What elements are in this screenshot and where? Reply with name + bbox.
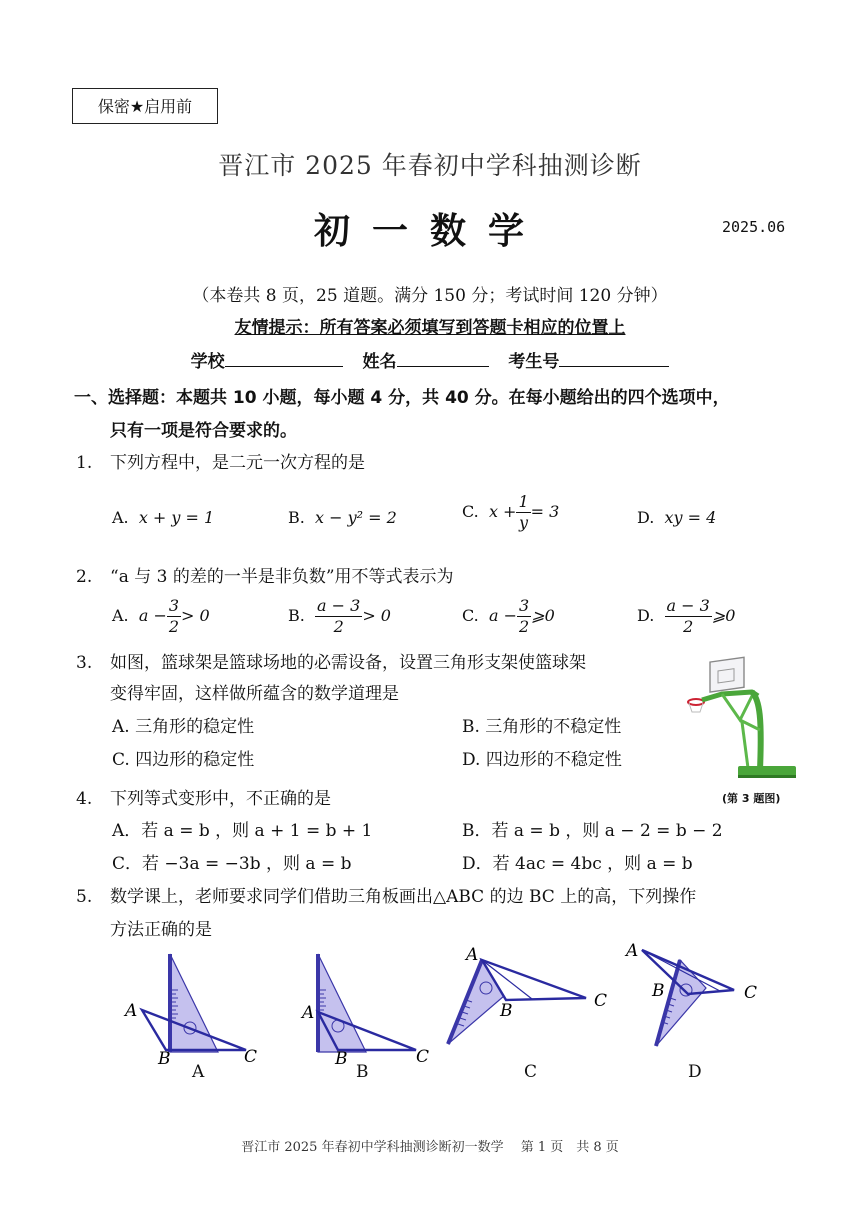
q3-option-d[interactable]: D. 四边形的不稳定性 <box>462 750 622 770</box>
q2-option-a[interactable]: A. a − $\frac{3}{2}$ > 0 <box>112 596 210 636</box>
question-4 <box>0 788 860 878</box>
q3-option-b[interactable]: B. 三角形的不稳定性 <box>462 717 622 737</box>
q5-number: 5. <box>76 887 93 907</box>
friendly-tip <box>0 313 860 338</box>
q5-diagram-b[interactable] <box>290 948 440 1069</box>
q2-text: “a 与 3 的差的一半是非负数”用不等式表示为 <box>110 567 454 587</box>
section-heading-line2: 只有一项是符合要求的。 <box>110 421 297 441</box>
confidential-label: 保密★启用前 <box>72 88 218 124</box>
q5-diagram-c[interactable] <box>440 940 620 1050</box>
q1-option-d[interactable]: D. xy = 4 <box>637 508 717 527</box>
q3-option-c[interactable]: C. 四边形的稳定性 <box>112 750 255 770</box>
exam-title: 晋江市 2025 年春初中学科抽测诊断 <box>218 151 642 180</box>
q1-text: 下列方程中，是二元一次方程的是 <box>110 453 365 473</box>
school-label: 学校 <box>190 352 225 372</box>
q5-text-line1: 数学课上，老师要求同学们借助三角板画出△ABC 的边 BC 上的高，下列操作 <box>110 887 697 907</box>
page-footer: 晋江市 2025 年春初中学科抽测诊断初一数学 第 1 页 共 8 页 <box>241 1140 619 1155</box>
vertex-b-label: B <box>335 1049 348 1069</box>
triangle-ruler <box>318 954 366 1052</box>
vertex-b-label: B <box>652 981 665 1001</box>
student-fields <box>0 347 860 372</box>
q5-diagram-b-label: B <box>356 1062 369 1082</box>
subject-title: 初一数学 <box>313 211 546 252</box>
basketball-hoop-figure <box>682 660 800 782</box>
vertex-a-label: A <box>302 1003 315 1023</box>
q5-diagram-a[interactable] <box>118 948 268 1069</box>
name-label: 姓名 <box>362 352 397 372</box>
q2-option-d[interactable]: D. $\frac{a - 3}{2}$ ⩾0 <box>637 596 736 636</box>
q3-text-line1: 如图，篮球架是篮球场地的必需设备，设置三角形支架使篮球架 <box>110 653 586 673</box>
vertex-b-label: B <box>500 1001 513 1021</box>
vertex-c-label: C <box>416 1047 430 1067</box>
vertex-c-label: C <box>244 1047 258 1067</box>
q4-number: 4. <box>76 789 93 809</box>
id-label: 考生号 <box>508 352 560 372</box>
vertex-a-label: A <box>626 941 639 961</box>
q3-number: 3. <box>76 653 93 673</box>
exam-date: 2025.06 <box>722 218 786 236</box>
q1-number: 1. <box>76 453 93 473</box>
q4-option-b[interactable]: B．若 a = b ，则 a − 2 = b − 2 <box>462 821 723 841</box>
paper-info: （本卷共 8 页，25 道题。满分 150 分；考试时间 120 分钟） <box>192 286 668 306</box>
name-field[interactable] <box>397 350 489 367</box>
q1-option-c[interactable]: C. x + $\frac{1}{y}$ = 3 <box>462 492 560 532</box>
vertex-a-label: A <box>466 945 479 965</box>
q5-diagram-c-label: C <box>524 1062 538 1082</box>
q4-option-a[interactable]: A．若 a = b ，则 a + 1 = b + 1 <box>112 821 373 841</box>
triangle-ruler <box>656 960 706 1046</box>
school-field[interactable] <box>225 350 343 367</box>
vertex-c-label: C <box>594 991 608 1011</box>
q3-option-a[interactable]: A. 三角形的稳定性 <box>112 717 255 737</box>
id-field[interactable] <box>559 350 669 367</box>
q4-option-d[interactable]: D．若 4ac = 4bc ，则 a = b <box>462 854 693 874</box>
section-heading-line1: 一、选择题：本题共 10 小题，每小题 4 分，共 40 分。在每小题给出的四个选项中， <box>74 388 730 408</box>
q1-option-a[interactable]: A. x + y = 1 <box>112 508 215 527</box>
q5-diagram-a-label: A <box>192 1062 205 1082</box>
q2-option-b[interactable]: B. $\frac{a - 3}{2}$ > 0 <box>288 596 391 636</box>
vertex-c-label: C <box>744 983 758 1003</box>
q5-diagram-d-label: D <box>688 1062 702 1082</box>
q5-text-line2: 方法正确的是 <box>110 920 212 940</box>
question-1 <box>0 452 860 552</box>
q4-option-c[interactable]: C．若 −3a = −3b ，则 a = b <box>112 854 352 874</box>
q2-number: 2. <box>76 567 93 587</box>
vertex-a-label: A <box>125 1001 138 1021</box>
q2-option-c[interactable]: C. a − $\frac{3}{2}$ ⩾0 <box>462 596 555 636</box>
section-heading <box>74 382 794 448</box>
q3-text-line2: 变得牢固，这样做所蕴含的数学道理是 <box>110 684 399 704</box>
q5-diagram-d[interactable] <box>620 936 770 1054</box>
q1-option-b[interactable]: B. x − y² = 2 <box>288 508 397 527</box>
vertex-b-label: B <box>158 1049 171 1069</box>
tip-text: 友情提示：所有答案必须填写到答题卡相应的位置上 <box>234 318 626 338</box>
q4-text: 下列等式变形中，不正确的是 <box>110 789 331 809</box>
q3-figure-caption: (第 3 题图) <box>722 792 781 805</box>
question-2 <box>0 566 860 646</box>
